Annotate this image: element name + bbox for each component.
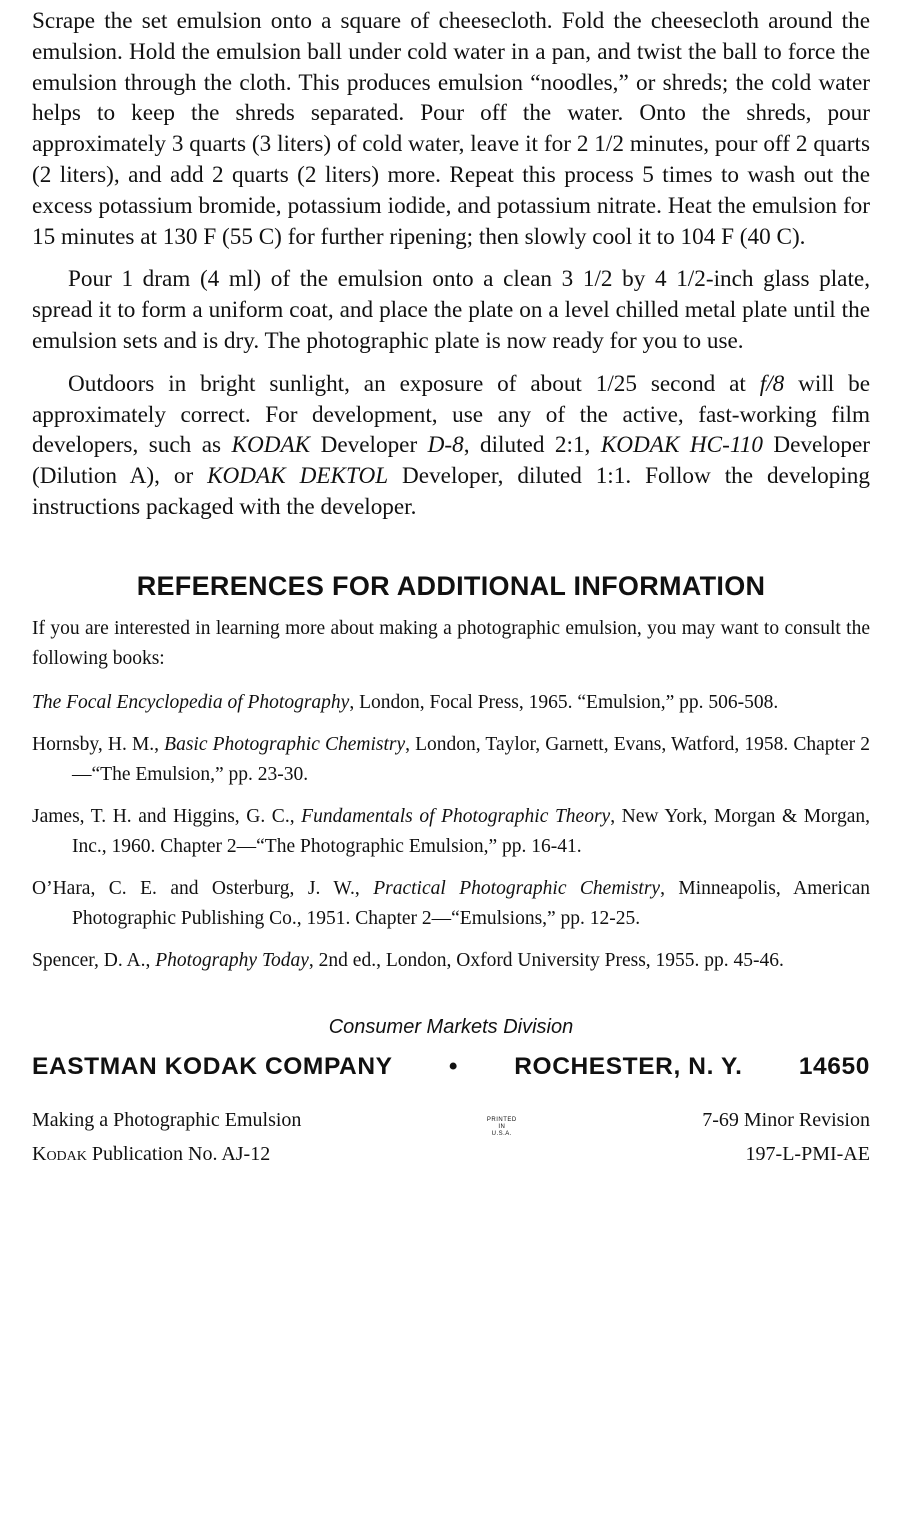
- reference-title: The Focal Encyclopedia of Photography: [32, 691, 350, 713]
- company-city: ROCHESTER, N. Y.: [514, 1052, 743, 1080]
- paragraph-exposure: [32, 369, 870, 523]
- brand-kodak-smallcaps: Kodak: [32, 1142, 87, 1165]
- footer-left: [32, 1103, 301, 1171]
- revision-date: 7-69 Minor Revision: [702, 1108, 870, 1131]
- references-heading: REFERENCES FOR ADDITIONAL INFORMATION: [136, 570, 766, 601]
- reference-title: Basic Photographic Chemistry: [164, 733, 406, 755]
- publication-code: 197-L-PMI-AE: [745, 1142, 870, 1165]
- reference-title: Fundamentals of Photographic Theory: [301, 805, 611, 827]
- zip-code: 14650: [798, 1052, 870, 1080]
- references-intro: If you are interested in learning more about making a photographic emulsion, you may want to consult the following books:: [32, 617, 870, 669]
- reference-details: , New York, Morgan & Morgan, Inc., 1960. Chapter 2—“The Photographic Emulsion,” pp. 16-41.: [72, 805, 870, 857]
- company-line: [32, 1053, 870, 1081]
- text-run: will be approximately correct. For development, use any of the active, fast-working film developers, such as: [32, 370, 870, 459]
- brand-kodak: KODAK: [231, 432, 311, 459]
- paragraph-coating: Pour 1 dram (4 ml) of the emulsion onto a clean 3 1/2 by 4 1/2-inch glass plate, spread it to form a uniform coat, and place the plate on a level chilled metal plate until the emulsion sets and is dry. The photographic plate is now ready for you to use.: [32, 266, 870, 354]
- text-run: Developer, diluted 1:1. Follow the developing instructions packaged with the developer.: [32, 463, 870, 520]
- reference-item: [32, 874, 870, 934]
- text-run: Developer: [310, 432, 428, 459]
- text-run: Outdoors in bright sunlight, an exposure of about 1/25 second at: [68, 370, 760, 397]
- printed-mark-line: PRINTED: [486, 1116, 517, 1123]
- developer-hc110: KODAK HC-110: [600, 432, 763, 459]
- reference-author: O’Hara, C. E. and Osterburg, J. W.,: [32, 877, 374, 899]
- publication-number-text: Publication No. AJ-12: [86, 1142, 271, 1165]
- printed-mark-line: IN: [498, 1123, 506, 1130]
- printed-in-usa-mark: [487, 1117, 517, 1138]
- reference-details: , London, Focal Press, 1965. “Emulsion,” pp. 506-508.: [349, 691, 779, 713]
- text-run: , diluted 2:1,: [463, 432, 601, 459]
- paragraph-washing: Scrape the set emulsion onto a square of cheesecloth. Fold the cheesecloth around the emulsion. Hold the emulsion ball under cold water in a pan, and twist the ball to force the emulsion through the cloth. This produces emulsion “noodles,” or shreds; the cold water helps to keep the shreds separated. Pour off the water. Onto the shreds, pour approximately 3 quarts (3 liters) of cold water, leave it for 2 1/2 minutes, pour off 2 quarts (2 liters), and add 2 quarts (2 liters) more. Repeat this process 5 times to wash out the excess potassium bromide, potassium iodide, and potassium nitrate. Heat the emulsion for 15 minutes at 130 F (55 C) for further ripening; then slowly cool it to 104 F (40 C).: [32, 8, 870, 250]
- division-name: Consumer Markets Division: [328, 1015, 574, 1038]
- reference-item: [32, 946, 870, 976]
- developer-dektol: KODAK DEKTOL: [207, 463, 389, 490]
- publication-number: [32, 1137, 301, 1171]
- reference-details: , Minneapolis, American Photographic Publishing Co., 1951. Chapter 2—“Emulsions,” pp. 12-25.: [72, 877, 871, 929]
- reference-item: [32, 802, 870, 862]
- publication-footer: [32, 1103, 870, 1171]
- reference-author: Hornsby, H. M.,: [32, 733, 165, 755]
- printed-mark-line: U.S.A.: [491, 1130, 512, 1137]
- reference-list: [32, 688, 870, 976]
- reference-title: Photography Today: [155, 949, 309, 971]
- reference-title: Practical Photographic Chemistry: [373, 877, 661, 899]
- developer-d8: D-8: [427, 432, 464, 459]
- footer-right: [702, 1103, 870, 1171]
- publication-title: Making a Photographic Emulsion: [32, 1108, 302, 1131]
- document-page: [32, 6, 870, 1171]
- text-run: Developer (Dilution A), or: [32, 432, 870, 490]
- reference-author: Spencer, D. A.,: [32, 949, 156, 971]
- f-stop: f/8: [759, 370, 785, 397]
- reference-author: James, T. H. and Higgins, G. C.,: [32, 805, 302, 827]
- reference-details: , 2nd ed., London, Oxford University Press, 1955. pp. 45-46.: [308, 949, 784, 971]
- reference-item: [32, 688, 870, 718]
- reference-details: , London, Taylor, Garnett, Evans, Watford, 1958. Chapter 2—“The Emulsion,” pp. 23-30.: [72, 733, 870, 785]
- company-name: EASTMAN KODAK COMPANY: [32, 1052, 393, 1080]
- bullet-separator: •: [448, 1052, 459, 1080]
- reference-item: [32, 730, 870, 790]
